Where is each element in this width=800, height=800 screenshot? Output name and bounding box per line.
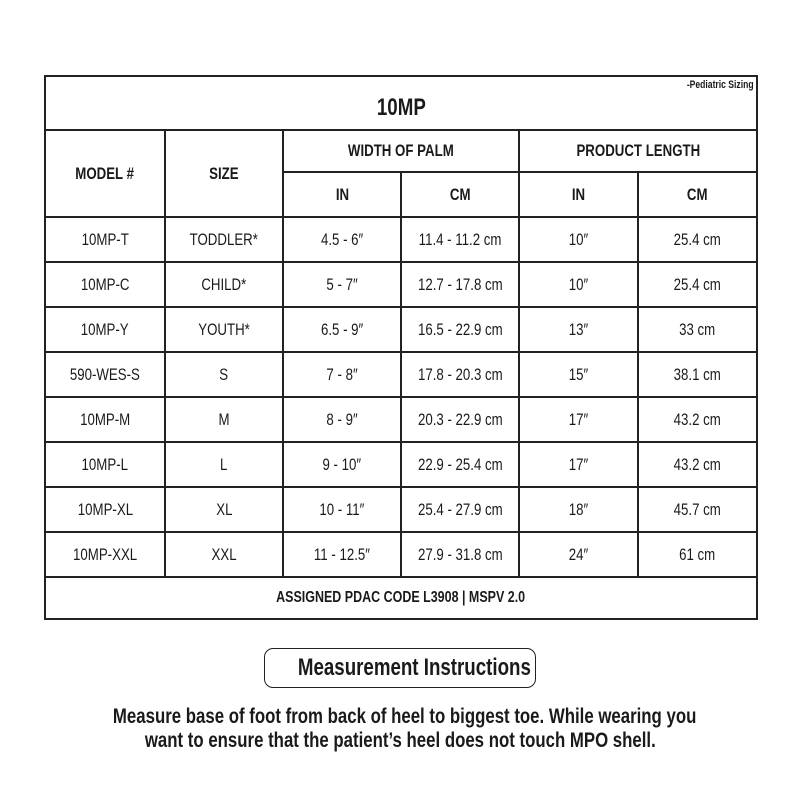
cell-width-in: 5 - 7″ (283, 262, 401, 307)
table-row (45, 217, 757, 262)
pdac-code: ASSIGNED PDAC CODE L3908 | MSPV 2.0 (45, 577, 757, 619)
cell-model: 10MP-T (45, 217, 165, 262)
table-subtitle: -Pediatric Sizing (687, 79, 755, 91)
cell-length-cm: 43.2 cm (638, 397, 757, 442)
title-cell (45, 76, 757, 130)
table-row (45, 262, 757, 307)
cell-model: 10MP-Y (45, 307, 165, 352)
measurement-instructions-heading: Measurement Instructions (264, 648, 536, 688)
header-length-in: IN (519, 172, 638, 217)
header-row-group (45, 130, 757, 172)
cell-size: CHILD* (165, 262, 283, 307)
cell-width-cm: 12.7 - 17.8 cm (401, 262, 519, 307)
cell-length-cm: 38.1 cm (638, 352, 757, 397)
cell-width-in: 7 - 8″ (283, 352, 401, 397)
cell-length-in: 15″ (519, 352, 638, 397)
header-length-cm: CM (638, 172, 757, 217)
table-row (45, 487, 757, 532)
cell-length-in: 24″ (519, 532, 638, 577)
header-width-cm: CM (401, 172, 519, 217)
footer-row (45, 577, 757, 619)
cell-width-in: 6.5 - 9″ (283, 307, 401, 352)
title-row (45, 76, 757, 130)
cell-model: 10MP-XXL (45, 532, 165, 577)
cell-length-in: 10″ (519, 217, 638, 262)
cell-width-in: 11 - 12.5″ (283, 532, 401, 577)
header-product-length: PRODUCT LENGTH (519, 130, 757, 172)
cell-width-in: 9 - 10″ (283, 442, 401, 487)
cell-length-cm: 25.4 cm (638, 217, 757, 262)
table-row (45, 397, 757, 442)
cell-size: TODDLER* (165, 217, 283, 262)
cell-width-cm: 25.4 - 27.9 cm (401, 487, 519, 532)
cell-size: XL (165, 487, 283, 532)
cell-width-cm: 20.3 - 22.9 cm (401, 397, 519, 442)
cell-length-in: 18″ (519, 487, 638, 532)
cell-length-in: 17″ (519, 397, 638, 442)
table-row (45, 352, 757, 397)
cell-size: XXL (165, 532, 283, 577)
cell-width-cm: 17.8 - 20.3 cm (401, 352, 519, 397)
cell-width-cm: 16.5 - 22.9 cm (401, 307, 519, 352)
cell-size: L (165, 442, 283, 487)
cell-width-in: 4.5 - 6″ (283, 217, 401, 262)
cell-length-cm: 61 cm (638, 532, 757, 577)
cell-model: 10MP-XL (45, 487, 165, 532)
cell-length-cm: 43.2 cm (638, 442, 757, 487)
cell-size: M (165, 397, 283, 442)
header-width-of-palm: WIDTH OF PALM (283, 130, 519, 172)
table-title: 10MP (376, 94, 426, 121)
cell-model: 10MP-C (45, 262, 165, 307)
table-row (45, 532, 757, 577)
header-width-in: IN (283, 172, 401, 217)
table-row (45, 442, 757, 487)
cell-model: 590-WES-S (45, 352, 165, 397)
cell-width-cm: 22.9 - 25.4 cm (401, 442, 519, 487)
header-size: SIZE (165, 130, 283, 217)
cell-length-cm: 45.7 cm (638, 487, 757, 532)
cell-length-cm: 25.4 cm (638, 262, 757, 307)
measurement-instructions-text (40, 705, 760, 753)
cell-length-in: 10″ (519, 262, 638, 307)
cell-model: 10MP-L (45, 442, 165, 487)
cell-size: YOUTH* (165, 307, 283, 352)
cell-size: S (165, 352, 283, 397)
header-model: MODEL # (45, 130, 165, 217)
sizing-table (44, 75, 758, 620)
cell-length-in: 13″ (519, 307, 638, 352)
instructions-line-1: Measure base of foot from back of heel to biggest toe. While wearing you (112, 705, 697, 728)
table-row (45, 307, 757, 352)
cell-width-in: 8 - 9″ (283, 397, 401, 442)
cell-model: 10MP-M (45, 397, 165, 442)
cell-width-in: 10 - 11″ (283, 487, 401, 532)
cell-width-cm: 27.9 - 31.8 cm (401, 532, 519, 577)
cell-length-in: 17″ (519, 442, 638, 487)
instructions-line-2: want to ensure that the patient’s heel does not touch MPO shell. (144, 729, 656, 752)
cell-width-cm: 11.4 - 11.2 cm (401, 217, 519, 262)
cell-length-cm: 33 cm (638, 307, 757, 352)
